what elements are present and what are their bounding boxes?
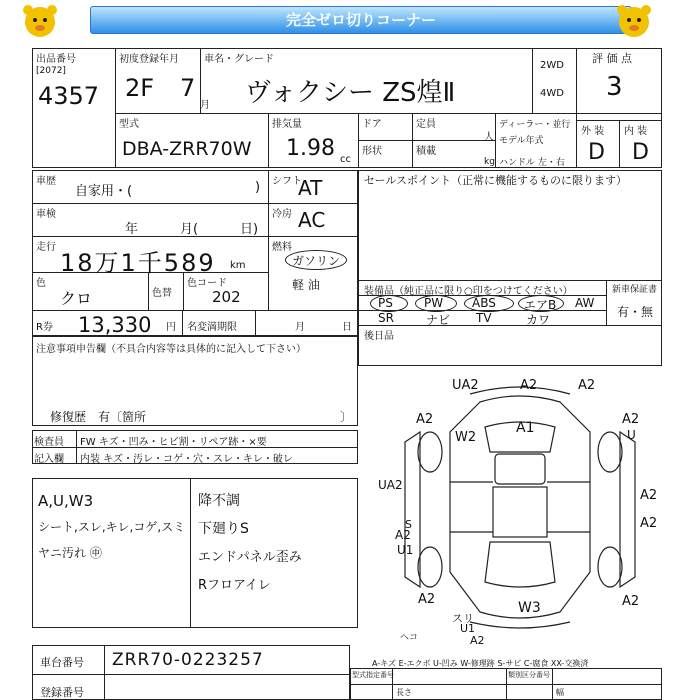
mark-a1-hood: A1 bbox=[516, 420, 535, 436]
note-left-3: ヤニ汚れ ㊥ bbox=[38, 546, 102, 560]
reg-label: 登録番号 bbox=[40, 686, 84, 699]
color-label: 色 bbox=[36, 278, 46, 289]
grade-label: 評 価 点 bbox=[592, 52, 632, 65]
name-change-month: 月 bbox=[295, 322, 305, 333]
mark-a2-left-rear: A2 bbox=[395, 528, 411, 542]
repair-label: 修復歴 有〔箇所 bbox=[50, 410, 147, 424]
equip-aw: AW bbox=[575, 296, 595, 310]
first-reg-month: 7 bbox=[180, 74, 196, 102]
fuel-label: 燃料 bbox=[272, 242, 292, 253]
mark-a2-left-fender: A2 bbox=[416, 412, 434, 427]
header-banner bbox=[0, 0, 700, 42]
chassis-label: 車台番号 bbox=[40, 656, 84, 669]
drive-4wd: 4WD bbox=[540, 88, 564, 99]
chassis-value: ZRR70-0223257 bbox=[112, 650, 264, 670]
note-right-2: 下廻りS bbox=[198, 521, 249, 537]
first-reg-label: 初度登録年月 bbox=[119, 54, 179, 65]
shaken-label: 車検 bbox=[36, 209, 56, 220]
load-label: 積載 bbox=[416, 146, 436, 157]
mileage-unit: km bbox=[230, 260, 246, 271]
equip-tv: TV bbox=[476, 311, 492, 325]
shaken-day: 日) bbox=[240, 222, 259, 237]
form-type-no: 型式指定番号 bbox=[352, 671, 394, 679]
equip-leather: カワ bbox=[526, 313, 551, 327]
color-value: クロ bbox=[60, 289, 93, 308]
first-reg-year: 2F bbox=[125, 74, 155, 102]
equip-ps-circle bbox=[370, 295, 408, 312]
record-label: 記入欄 bbox=[34, 454, 64, 465]
lot-sub: [2072] bbox=[36, 66, 66, 76]
mileage-value: 18万1千589 bbox=[60, 249, 216, 277]
equip-pw-circle bbox=[415, 295, 457, 312]
usage-close: ) bbox=[255, 180, 261, 195]
note-right-4: Rフロアイレ bbox=[198, 578, 271, 593]
disp-unit: cc bbox=[340, 154, 351, 165]
door-label: ドア bbox=[362, 119, 382, 130]
note-left-2: シート,スレ,キレ,コゲ,スミ bbox=[38, 520, 186, 534]
legend-line: A-キズ E-エクボ U-凹み W-修理跡 S-サビ C-腐食 XX-交換済 bbox=[372, 659, 589, 668]
name-change-label: 名変満期限 bbox=[187, 322, 237, 333]
mark-a2-right-side: A2 bbox=[640, 488, 658, 503]
equip-airbag: エアB bbox=[524, 298, 557, 312]
shift-value: AT bbox=[298, 176, 323, 200]
mark-u1-left: U1 bbox=[397, 543, 414, 557]
mark-ua2-front: UA2 bbox=[452, 378, 479, 393]
shaken-month: 月( bbox=[180, 222, 199, 237]
equip-label: 装備品（純正品に限り○印をつけてください） bbox=[364, 286, 573, 297]
ac-label: 冷房 bbox=[272, 209, 292, 220]
load-unit: kg bbox=[484, 157, 495, 167]
shaken-year: 年 bbox=[125, 222, 139, 237]
note-left-1: A,U,W3 bbox=[38, 492, 94, 510]
fuel-diesel: 軽 油 bbox=[292, 278, 320, 292]
banner-title: 完全ゼロ切りコーナー bbox=[90, 6, 632, 34]
mileage-label: 走行 bbox=[36, 242, 56, 253]
equip-pw: PW bbox=[424, 296, 444, 310]
mascot-icon bbox=[18, 2, 62, 40]
mark-a2-rear-left: A2 bbox=[418, 592, 436, 607]
mark-w3: W3 bbox=[518, 600, 541, 616]
record-row: 内装 キズ・汚レ・コゲ・穴・スレ・キレ・破レ bbox=[80, 454, 293, 465]
model-label: 車名・グレード bbox=[204, 54, 274, 65]
int-label: 内 装 bbox=[624, 126, 648, 137]
mark-a2-rear-right: A2 bbox=[622, 594, 640, 609]
mark-a2-bumper: A2 bbox=[470, 634, 485, 647]
attach-label: 後日品 bbox=[364, 331, 394, 342]
first-reg-month-unit: 月 bbox=[200, 100, 210, 111]
inspector-row: FW キズ・凹み・ヒビ割・リペア跡・×要 bbox=[80, 437, 267, 448]
shape-label: 形状 bbox=[362, 146, 382, 157]
grade-value: 3 bbox=[606, 72, 623, 102]
type-value: DBA-ZRR70W bbox=[122, 138, 252, 160]
model-value: ヴォクシー ZS煌Ⅱ bbox=[245, 78, 456, 108]
int-value: D bbox=[632, 140, 649, 165]
lot-label: 出品番号 bbox=[36, 54, 76, 65]
form-width: 幅 bbox=[556, 688, 564, 697]
form-length: 長さ bbox=[396, 688, 412, 697]
model-year-label: モデル年式 bbox=[499, 136, 544, 146]
drive-2wd: 2WD bbox=[540, 60, 564, 71]
mark-a2-right-rear: A2 bbox=[640, 516, 658, 531]
notes-label: 注意事項申告欄（不具合内容等は具体的に記入して下さい） bbox=[36, 344, 306, 355]
seats-label: 定員 bbox=[416, 119, 436, 130]
equip-navi: ナビ bbox=[426, 313, 451, 327]
shift-label: シフト bbox=[272, 176, 302, 187]
usage-value: 自家用・( bbox=[75, 184, 133, 199]
equip-abs: ABS bbox=[472, 296, 496, 310]
mark-u1-rear: U1 bbox=[460, 622, 476, 635]
equip-airbag-circle bbox=[518, 295, 564, 312]
mascot-icon bbox=[612, 2, 656, 40]
color-no-label: 色コード bbox=[187, 278, 227, 289]
equip-abs-circle bbox=[464, 295, 514, 312]
recycle-value: 13,330 bbox=[78, 313, 152, 337]
ext-label: 外 装 bbox=[581, 126, 605, 137]
type-label: 型式 bbox=[119, 119, 139, 130]
mark-u-right: U bbox=[627, 428, 636, 442]
recycle-label: R券 bbox=[36, 322, 53, 333]
equip-sr: SR bbox=[378, 311, 394, 325]
dealer-label: ディーラー・並行 bbox=[499, 120, 571, 130]
lot-number: 4357 bbox=[38, 82, 100, 110]
disp-label: 排気量 bbox=[272, 119, 302, 130]
seats-unit: 人 bbox=[484, 132, 494, 143]
sales-equipment-table bbox=[358, 170, 662, 366]
mark-w2: W2 bbox=[455, 430, 477, 445]
new-warranty-value: 有・無 bbox=[617, 305, 654, 319]
recycle-unit: 円 bbox=[166, 322, 176, 333]
color-no-value: 202 bbox=[212, 288, 241, 306]
mark-a2-right-fender: A2 bbox=[622, 412, 640, 427]
mark-a2-front-right: A2 bbox=[578, 378, 596, 393]
usage-label: 車歴 bbox=[36, 176, 56, 187]
repair-close: 〕 bbox=[340, 410, 353, 424]
disp-value: 1.98 bbox=[286, 136, 335, 161]
name-change-day: 日 bbox=[342, 322, 352, 333]
mark-suri: スリ bbox=[452, 612, 474, 625]
mark-heko: ヘコ bbox=[400, 633, 419, 643]
sales-label: セールスポイント（正常に機能するものに限ります） bbox=[364, 174, 628, 187]
ext-value: D bbox=[588, 140, 605, 165]
note-right-1: 降不調 bbox=[198, 493, 240, 509]
new-warranty-label: 新車保証書 bbox=[612, 285, 658, 295]
color-change-label: 色替 bbox=[152, 288, 172, 299]
mark-a2-front: A2 bbox=[520, 378, 538, 393]
equip-ps: PS bbox=[378, 296, 393, 310]
mark-s: S bbox=[405, 518, 412, 531]
fuel-gas: ガソリン bbox=[292, 254, 341, 268]
ac-value: AC bbox=[298, 208, 326, 232]
form-class-no: 類別区分番号 bbox=[508, 671, 550, 679]
inspector-label: 検査員 bbox=[34, 437, 64, 448]
handle-label: ハンドル 左・右 bbox=[499, 158, 565, 168]
mark-ua2-left: UA2 bbox=[378, 478, 403, 492]
note-right-3: エンドパネル歪み bbox=[198, 550, 302, 565]
